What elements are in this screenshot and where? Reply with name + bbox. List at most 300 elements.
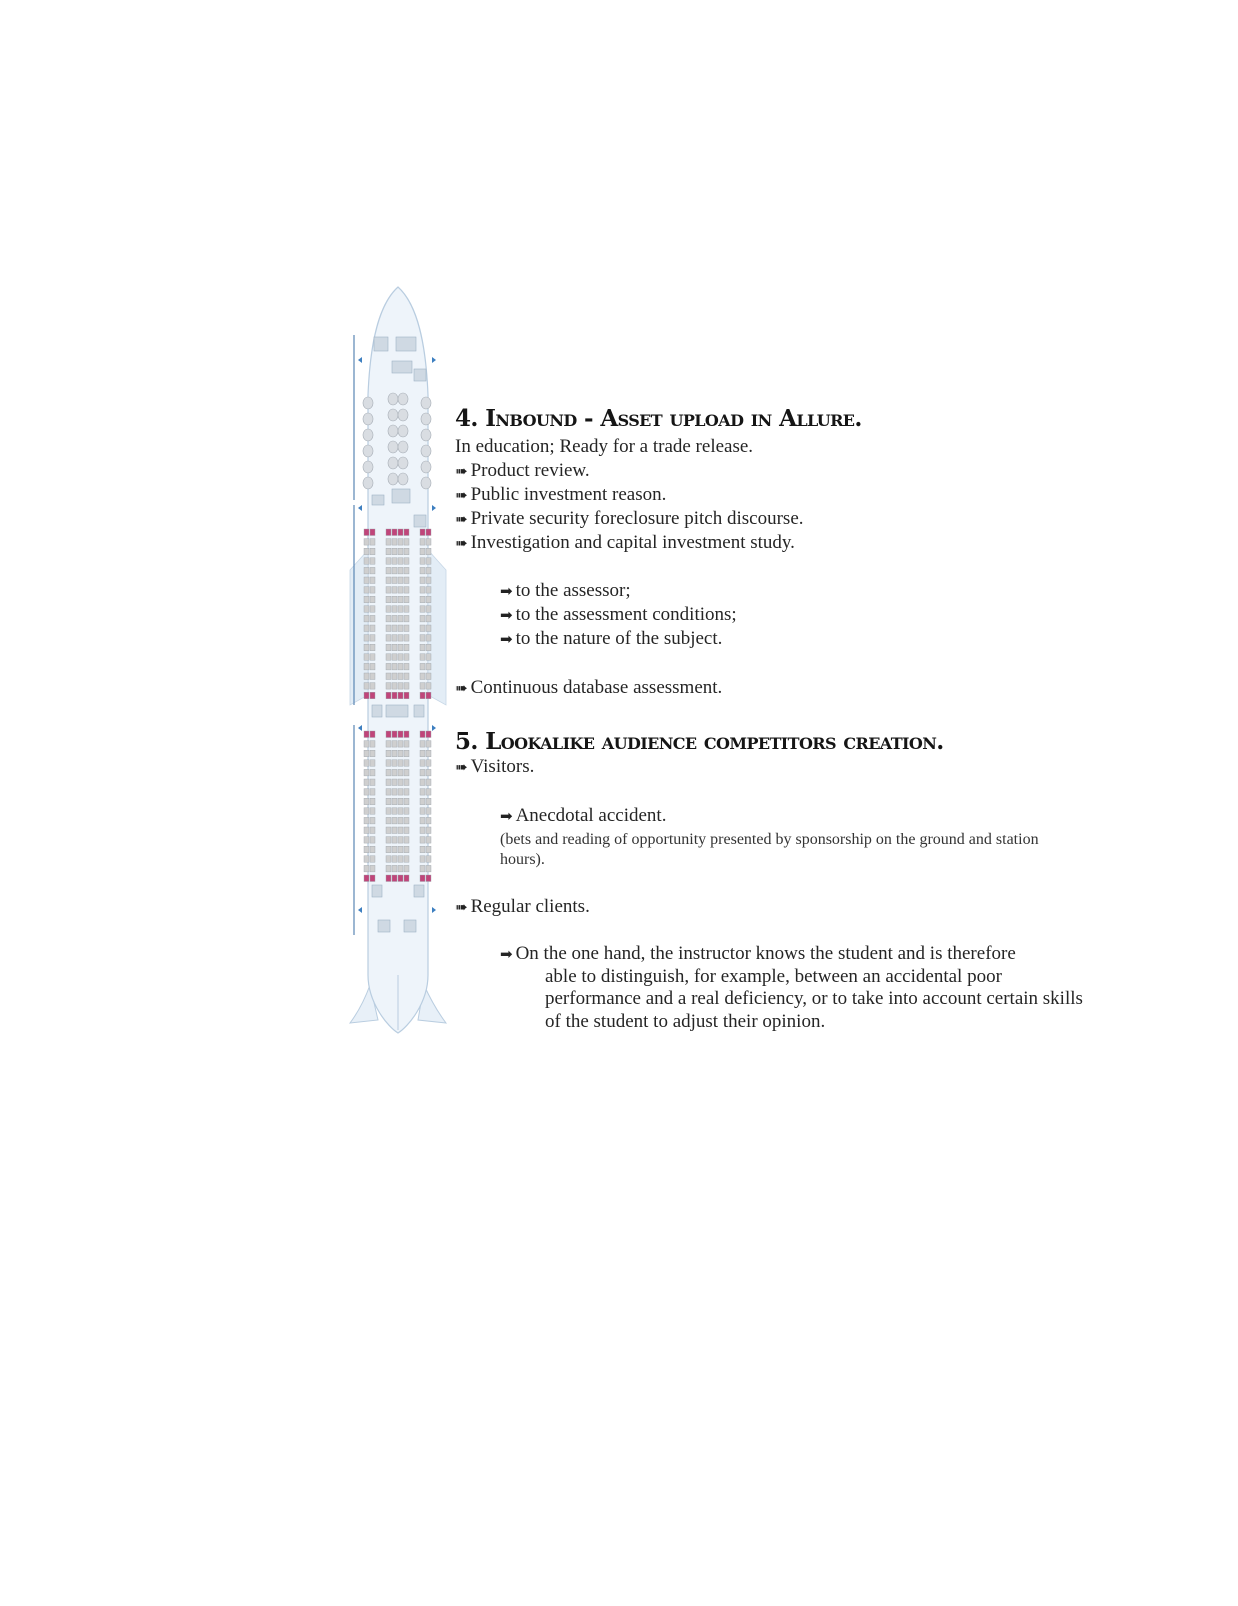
seat-icon: [420, 567, 425, 574]
seat-icon: [404, 654, 409, 661]
note-text: (bets and reading of opportunity presented by sponsorship on the ground and station hours).: [500, 831, 1039, 868]
seat-icon: [398, 663, 403, 670]
seat-icon: [420, 577, 425, 584]
seat-icon: [420, 644, 425, 651]
seat-icon: [364, 760, 369, 767]
seat-icon: [426, 865, 431, 872]
seat-icon: [404, 606, 409, 613]
seat-icon: [364, 769, 369, 776]
seat-icon: [386, 808, 391, 815]
seat-icon: [392, 615, 397, 622]
seat-icon: [386, 577, 391, 584]
seat-icon: [404, 615, 409, 622]
seat-icon: [426, 625, 431, 632]
seat-icon: [420, 606, 425, 613]
sub-bullet-text: to the nature of the subject.: [515, 628, 723, 649]
seat-icon: [370, 798, 375, 805]
seat-icon: [398, 789, 403, 796]
seat-icon: [420, 741, 425, 748]
sub-bullet-item: [500, 579, 631, 603]
seat-icon: [404, 827, 409, 834]
seat-icon: [404, 683, 409, 690]
seat-icon: [370, 817, 375, 824]
seat-icon: [426, 596, 431, 603]
seat-icon: [370, 683, 375, 690]
bullet-text: Product review.: [470, 460, 590, 481]
seat-icon: [398, 548, 403, 555]
seat-icon: [364, 673, 369, 680]
section-4-heading: 4. Inbound - Asset upload in Allure.: [455, 405, 862, 432]
seat-icon: [404, 779, 409, 786]
seat-icon: [364, 654, 369, 661]
seat-icon: [370, 865, 375, 872]
bullet-item: [455, 531, 795, 555]
seat-icon: [392, 837, 397, 844]
seat-icon: [404, 837, 409, 844]
seat-icon: [392, 808, 397, 815]
seat-icon: [370, 615, 375, 622]
seat-icon: [364, 606, 369, 613]
seat-icon: [398, 683, 403, 690]
seat-icon: [404, 635, 409, 642]
seat-icon: [386, 596, 391, 603]
section-5-heading: 5. Lookalike audience competitors creation.: [455, 728, 944, 755]
seat-icon: [420, 548, 425, 555]
seat-icon: [426, 558, 431, 565]
seat-icon: [404, 558, 409, 565]
bullet-text: Continuous database assessment.: [470, 677, 723, 698]
seat-icon: [404, 644, 409, 651]
seat-icon: [364, 837, 369, 844]
bullet-item: [455, 507, 804, 531]
seat-icon: [386, 817, 391, 824]
arrow-icon: ➡: [500, 582, 513, 600]
seat-icon: [386, 567, 391, 574]
seat-icon: [420, 856, 425, 863]
seat-icon: [398, 856, 403, 863]
seat-icon: [364, 692, 369, 699]
seat-icon: [392, 539, 397, 546]
seat-icon: [420, 558, 425, 565]
bullet-text: Visitors.: [470, 756, 535, 777]
paragraph-first-line: [500, 943, 1085, 966]
seat-icon: [364, 539, 369, 546]
seat-icon: [386, 625, 391, 632]
seat-icon: [420, 750, 425, 757]
seat-icon: [420, 673, 425, 680]
seat-icon: [398, 654, 403, 661]
paragraph-first-text: On the one hand, the instructor knows the student and is therefore: [515, 943, 1016, 964]
seat-icon: [364, 567, 369, 574]
seat-icon: [426, 789, 431, 796]
seat-icon: [364, 577, 369, 584]
seat-icon: [386, 789, 391, 796]
bullet-item: [455, 483, 666, 507]
seat-icon: [392, 741, 397, 748]
seat-icon: [386, 798, 391, 805]
arrow-icon: ➡: [500, 630, 513, 648]
seat-icon: [404, 856, 409, 863]
seat-icon: [398, 606, 403, 613]
seat-icon: [370, 692, 375, 699]
seat-icon: [398, 875, 403, 882]
seat-icon: [392, 663, 397, 670]
seat-icon: [398, 529, 403, 536]
seat-icon: [404, 692, 409, 699]
seat-icon: [420, 596, 425, 603]
seat-icon: [420, 779, 425, 786]
sub-bullet-text: to the assessor;: [515, 580, 631, 601]
seat-icon: [386, 539, 391, 546]
seat-icon: [370, 741, 375, 748]
seat-icon: [386, 769, 391, 776]
seat-icon: [420, 817, 425, 824]
seat-icon: [426, 837, 431, 844]
seat-icon: [404, 865, 409, 872]
seat-icon: [426, 539, 431, 546]
seat-icon: [392, 596, 397, 603]
seat-icon: [426, 606, 431, 613]
seat-icon: [392, 798, 397, 805]
sub-bullet-item: [500, 804, 666, 828]
seat-icon: [398, 769, 403, 776]
seat-icon: [370, 577, 375, 584]
seat-icon: [370, 827, 375, 834]
seat-icon: [404, 875, 409, 882]
seat-icon: [370, 779, 375, 786]
seat-icon: [426, 529, 431, 536]
seat-icon: [404, 798, 409, 805]
seat-icon: [426, 875, 431, 882]
seat-icon: [386, 741, 391, 748]
seat-icon: [398, 779, 403, 786]
seat-icon: [364, 587, 369, 594]
seat-icon: [364, 548, 369, 555]
seat-icon: [364, 615, 369, 622]
seat-icon: [398, 817, 403, 824]
seat-icon: [364, 817, 369, 824]
seat-icon: [370, 663, 375, 670]
seat-icon: [426, 692, 431, 699]
bullet-item: [455, 459, 590, 483]
seat-icon: [392, 625, 397, 632]
seat-icon: [370, 654, 375, 661]
seat-icon: [392, 856, 397, 863]
seat-icon: [392, 779, 397, 786]
aircraft-seat-map: [348, 285, 448, 1045]
seat-icon: [398, 865, 403, 872]
seat-icon: [364, 596, 369, 603]
bullet-text: Public investment reason.: [470, 484, 667, 505]
seat-icon: [404, 577, 409, 584]
heavy-arrow-icon: ➠: [455, 462, 468, 480]
seat-icon: [420, 529, 425, 536]
bullet-text: Investigation and capital investment study.: [470, 532, 795, 553]
seat-icon: [398, 731, 403, 738]
seat-icon: [398, 837, 403, 844]
seat-icon: [364, 875, 369, 882]
seat-icon: [404, 625, 409, 632]
seat-icon: [420, 615, 425, 622]
seat-icon: [398, 539, 403, 546]
seat-icon: [364, 827, 369, 834]
seat-icon: [404, 567, 409, 574]
seat-icon: [426, 798, 431, 805]
seat-icon: [386, 846, 391, 853]
seat-icon: [404, 817, 409, 824]
seat-icon: [398, 567, 403, 574]
seat-icon: [420, 808, 425, 815]
seat-icon: [392, 731, 397, 738]
seat-icon: [392, 769, 397, 776]
seat-icon: [370, 644, 375, 651]
seat-icon: [404, 548, 409, 555]
seat-icon: [392, 577, 397, 584]
seat-icon: [392, 673, 397, 680]
seat-icon: [392, 683, 397, 690]
bullet-item: [455, 755, 534, 779]
seat-icon: [392, 817, 397, 824]
seat-icon: [404, 587, 409, 594]
seat-icon: [386, 750, 391, 757]
seat-icon: [370, 625, 375, 632]
seat-icon: [364, 663, 369, 670]
seat-icon: [386, 875, 391, 882]
seat-icon: [420, 789, 425, 796]
seat-icon: [426, 567, 431, 574]
seat-icon: [364, 789, 369, 796]
seat-icon: [398, 741, 403, 748]
sub-bullet-text: to the assessment conditions;: [515, 604, 737, 625]
seat-icon: [398, 596, 403, 603]
seat-icon: [404, 760, 409, 767]
bullet-item: [455, 676, 722, 700]
seat-icon: [398, 615, 403, 622]
seat-icon: [398, 625, 403, 632]
seat-icon: [392, 529, 397, 536]
seat-icon: [420, 635, 425, 642]
seat-icon: [364, 846, 369, 853]
seat-icon: [426, 760, 431, 767]
seat-icon: [386, 865, 391, 872]
seat-icon: [426, 827, 431, 834]
seat-icon: [386, 673, 391, 680]
seat-icon: [370, 558, 375, 565]
seat-icon: [364, 558, 369, 565]
seat-icon: [386, 548, 391, 555]
seat-icon: [426, 654, 431, 661]
seat-icon: [364, 731, 369, 738]
seat-icon: [370, 769, 375, 776]
seat-icon: [386, 615, 391, 622]
seat-icon: [370, 789, 375, 796]
seat-icon: [386, 529, 391, 536]
seat-icon: [426, 808, 431, 815]
seat-icon: [426, 817, 431, 824]
seat-icon: [364, 865, 369, 872]
seat-icon: [404, 596, 409, 603]
seat-icon: [392, 644, 397, 651]
seat-icon: [398, 635, 403, 642]
arrow-icon: ➡: [500, 807, 513, 825]
seat-icon: [370, 548, 375, 555]
seat-icon: [426, 635, 431, 642]
seat-icon: [404, 769, 409, 776]
seat-icon: [426, 846, 431, 853]
seat-icon: [420, 827, 425, 834]
seat-icon: [404, 741, 409, 748]
bullet-item: [455, 895, 590, 919]
heavy-arrow-icon: ➠: [455, 534, 468, 552]
seat-icon: [370, 596, 375, 603]
seat-icon: [426, 663, 431, 670]
seat-icon: [392, 587, 397, 594]
seat-icon: [420, 683, 425, 690]
seat-icon: [386, 683, 391, 690]
seat-icon: [386, 644, 391, 651]
seat-icon: [386, 779, 391, 786]
arrow-icon: ➡: [500, 945, 513, 963]
seat-icon: [386, 692, 391, 699]
seat-icon: [386, 731, 391, 738]
seat-icon: [426, 673, 431, 680]
seat-icon: [426, 577, 431, 584]
seat-icon: [404, 808, 409, 815]
seat-icon: [370, 539, 375, 546]
bullet-text: Private security foreclosure pitch discourse.: [470, 508, 804, 529]
seat-icon: [420, 539, 425, 546]
seat-icon: [420, 865, 425, 872]
seat-icon: [398, 808, 403, 815]
seat-icon: [404, 750, 409, 757]
seat-icon: [364, 529, 369, 536]
seat-icon: [370, 529, 375, 536]
seat-icon: [370, 750, 375, 757]
seat-icon: [420, 654, 425, 661]
seat-icon: [364, 808, 369, 815]
seat-icon: [370, 846, 375, 853]
seat-icon: [386, 635, 391, 642]
seat-icon: [392, 558, 397, 565]
seat-icon: [398, 760, 403, 767]
seat-icon: [370, 837, 375, 844]
seat-icon: [420, 692, 425, 699]
seat-icon: [426, 731, 431, 738]
seat-icon: [392, 567, 397, 574]
seat-icon: [404, 789, 409, 796]
seat-icon: [386, 587, 391, 594]
heavy-arrow-icon: ➠: [455, 898, 468, 916]
seat-icon: [404, 673, 409, 680]
seat-icon: [392, 635, 397, 642]
seat-icon: [420, 663, 425, 670]
seat-icon: [420, 846, 425, 853]
seat-icon: [420, 731, 425, 738]
seat-icon: [392, 789, 397, 796]
seat-icon: [370, 856, 375, 863]
seat-icon: [398, 827, 403, 834]
seat-icon: [426, 779, 431, 786]
seat-icon: [370, 731, 375, 738]
seat-icon: [392, 846, 397, 853]
seat-icon: [386, 654, 391, 661]
seat-icon: [426, 644, 431, 651]
paragraph-continuation: able to distinguish, for example, between an accidental poor performance and a real deficiency, or to take into account certain skills of the student to adjust their opinion.: [545, 965, 1083, 1032]
heavy-arrow-icon: ➠: [455, 758, 468, 776]
seat-icon: [426, 750, 431, 757]
seat-icon: [426, 856, 431, 863]
bullet-text: Regular clients.: [470, 896, 590, 917]
seat-icon: [364, 635, 369, 642]
heavy-arrow-icon: ➠: [455, 486, 468, 504]
seat-icon: [370, 635, 375, 642]
seat-icon: [420, 625, 425, 632]
seat-icon: [398, 558, 403, 565]
seat-icon: [386, 760, 391, 767]
seat-icon: [392, 692, 397, 699]
seat-icon: [386, 827, 391, 834]
seat-icon: [420, 587, 425, 594]
seat-icon: [404, 539, 409, 546]
seat-icon: [392, 750, 397, 757]
seat-icon: [392, 606, 397, 613]
seat-icon: [398, 587, 403, 594]
seat-icon: [364, 750, 369, 757]
sub-bullet-item: [500, 627, 722, 651]
seat-icon: [398, 846, 403, 853]
seat-icon: [386, 558, 391, 565]
heavy-arrow-icon: ➠: [455, 510, 468, 528]
seat-icon: [404, 529, 409, 536]
seat-icon: [364, 644, 369, 651]
seat-icon: [364, 683, 369, 690]
seat-icon: [426, 769, 431, 776]
seat-icon: [420, 875, 425, 882]
seat-icon: [404, 663, 409, 670]
seat-icon: [364, 856, 369, 863]
seat-icon: [398, 644, 403, 651]
arrow-icon: ➡: [500, 606, 513, 624]
seat-icon: [370, 875, 375, 882]
seat-icon: [398, 750, 403, 757]
seat-icon: [370, 587, 375, 594]
seat-icon: [398, 798, 403, 805]
seat-icon: [370, 673, 375, 680]
seat-icon: [426, 683, 431, 690]
seat-icon: [386, 606, 391, 613]
seat-icon: [404, 731, 409, 738]
seat-icon: [392, 654, 397, 661]
sub-bullet-item: [500, 603, 737, 627]
seat-icon: [392, 760, 397, 767]
seat-icon: [370, 808, 375, 815]
seat-icon: [398, 673, 403, 680]
seat-icon: [370, 760, 375, 767]
seat-icon: [370, 606, 375, 613]
seat-icon: [364, 625, 369, 632]
heavy-arrow-icon: ➠: [455, 679, 468, 697]
seat-icon: [364, 741, 369, 748]
seat-icon: [420, 837, 425, 844]
section-4-intro: In education; Ready for a trade release.: [455, 436, 754, 457]
seat-icon: [426, 741, 431, 748]
seat-icon: [426, 587, 431, 594]
seat-icon: [420, 769, 425, 776]
seat-icon: [364, 798, 369, 805]
seat-icon: [420, 798, 425, 805]
seat-icon: [364, 779, 369, 786]
seat-icon: [386, 837, 391, 844]
